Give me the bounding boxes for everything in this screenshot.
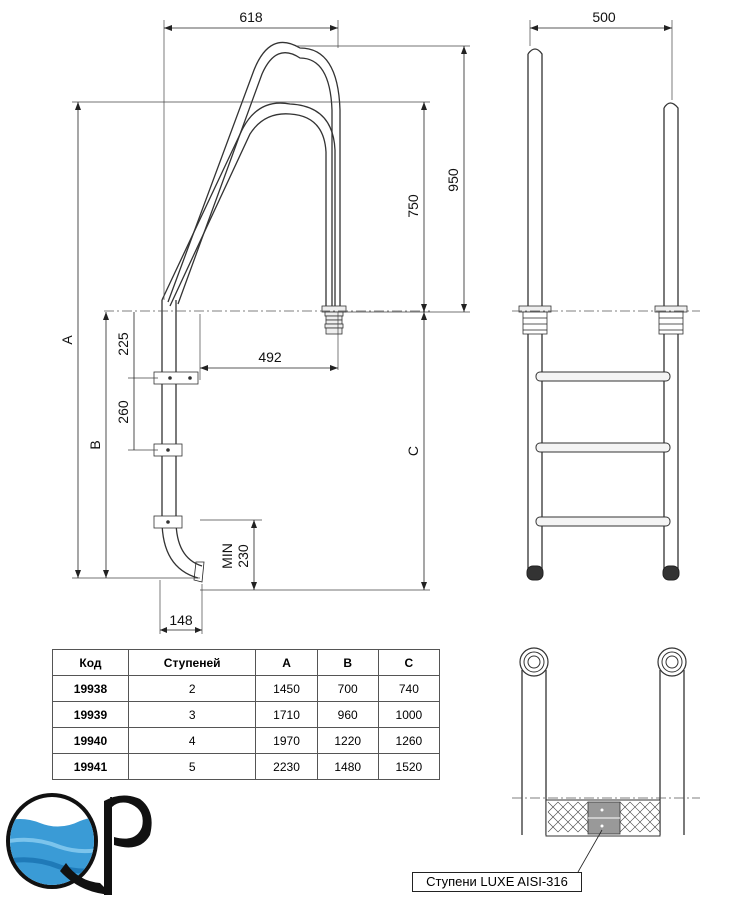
header-code: Код bbox=[53, 650, 129, 676]
step-caption: Ступени LUXE AISI-316 bbox=[412, 872, 582, 892]
cell-b: 1480 bbox=[317, 754, 378, 780]
side-view bbox=[59, 9, 470, 634]
dim-min-label: MIN bbox=[219, 543, 235, 569]
cell-c: 1520 bbox=[378, 754, 439, 780]
dim-handrail-height: 950 bbox=[445, 168, 461, 192]
dim-label-c: C bbox=[405, 445, 421, 457]
dim-side-width: 500 bbox=[592, 9, 616, 25]
step-bracket bbox=[154, 516, 182, 528]
dim-step-spacing: 260 bbox=[115, 400, 131, 424]
dim-anchor-reach: 492 bbox=[258, 349, 282, 365]
cell-steps: 3 bbox=[128, 702, 256, 728]
anchor-cup bbox=[519, 306, 551, 334]
front-view bbox=[512, 9, 700, 580]
cell-c: 1260 bbox=[378, 728, 439, 754]
header-steps: Ступеней bbox=[128, 650, 256, 676]
cell-steps: 4 bbox=[128, 728, 256, 754]
dim-above-deck: 750 bbox=[405, 194, 421, 218]
cell-steps: 5 bbox=[128, 754, 256, 780]
cell-a: 2230 bbox=[256, 754, 317, 780]
header-c: C bbox=[378, 650, 439, 676]
cell-code: 19940 bbox=[53, 728, 129, 754]
cell-a: 1710 bbox=[256, 702, 317, 728]
cell-a: 1970 bbox=[256, 728, 317, 754]
table-row bbox=[53, 728, 440, 754]
dim-first-step: 225 bbox=[115, 332, 131, 356]
table-row bbox=[53, 702, 440, 728]
step-bracket bbox=[154, 372, 198, 384]
ladder-step bbox=[536, 443, 670, 452]
step-bracket bbox=[154, 444, 182, 456]
qp-logo bbox=[0, 783, 170, 900]
table-header-row bbox=[53, 650, 440, 676]
ladder-step bbox=[536, 517, 670, 526]
table-row bbox=[53, 754, 440, 780]
cell-code: 19938 bbox=[53, 676, 129, 702]
anchor-cup bbox=[322, 306, 346, 334]
cell-b: 960 bbox=[317, 702, 378, 728]
cell-b: 700 bbox=[317, 676, 378, 702]
step-detail-view bbox=[512, 648, 700, 872]
cell-c: 740 bbox=[378, 676, 439, 702]
dim-label-a: A bbox=[59, 335, 75, 345]
anchor-cup bbox=[655, 306, 687, 334]
cell-code: 19941 bbox=[53, 754, 129, 780]
header-b: B bbox=[317, 650, 378, 676]
dim-top-width: 618 bbox=[239, 9, 263, 25]
cell-steps: 2 bbox=[128, 676, 256, 702]
cell-b: 1220 bbox=[317, 728, 378, 754]
cell-c: 1000 bbox=[378, 702, 439, 728]
cell-a: 1450 bbox=[256, 676, 317, 702]
cell-code: 19939 bbox=[53, 702, 129, 728]
spec-table bbox=[52, 649, 440, 780]
dim-foot-width: 148 bbox=[169, 612, 193, 628]
ladder-step bbox=[536, 372, 670, 381]
header-a: A bbox=[256, 650, 317, 676]
dim-min-value: 230 bbox=[235, 544, 251, 568]
table-row bbox=[53, 676, 440, 702]
dim-label-b: B bbox=[87, 440, 103, 450]
